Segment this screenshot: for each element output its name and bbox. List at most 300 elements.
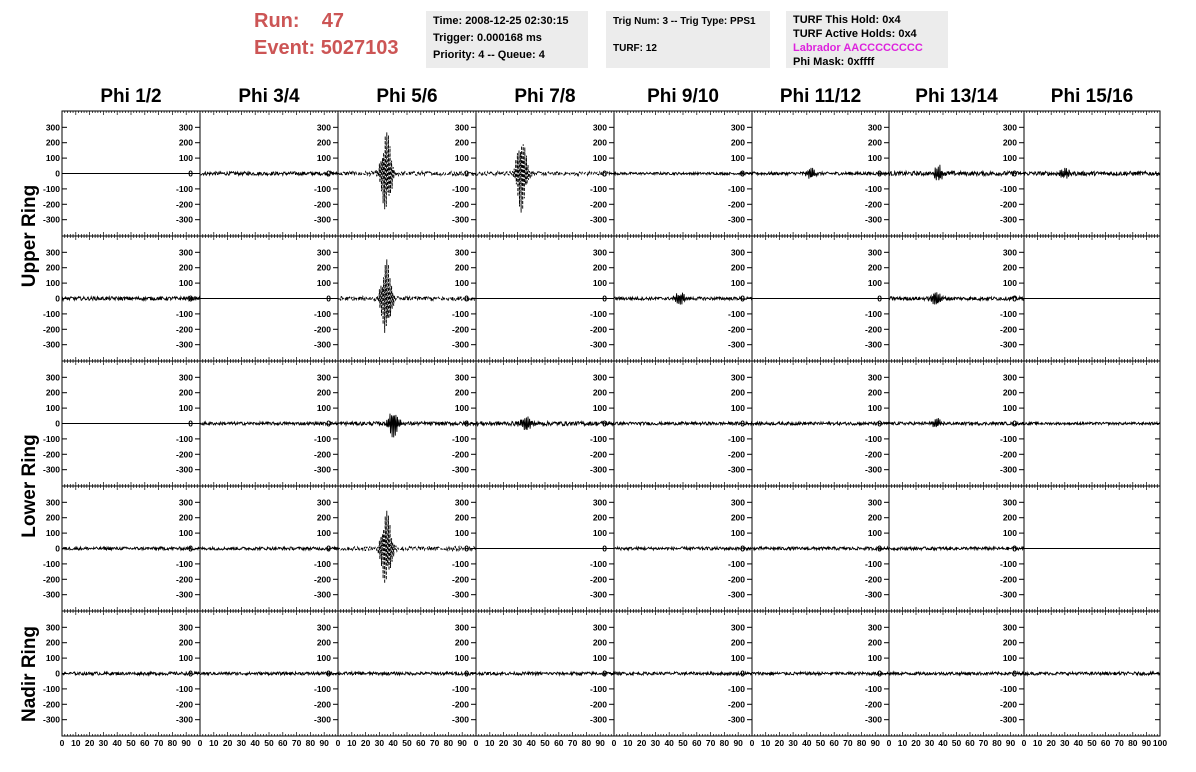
y-tick-label: 200 <box>1002 637 1017 648</box>
waveform-trace <box>889 547 1024 550</box>
y-tick-label: 0 <box>740 418 745 429</box>
phi-mask-text: Phi Mask: 0xffff <box>793 56 875 68</box>
y-tick-label: -300 <box>999 339 1017 350</box>
y-tick-label: 300 <box>1002 247 1017 258</box>
x-tick-label: 70 <box>291 738 302 748</box>
x-tick-label: 30 <box>650 738 661 748</box>
y-tick-label: 0 <box>602 418 607 429</box>
y-tick-label: -100 <box>999 558 1017 569</box>
y-tick-label: -300 <box>42 214 60 225</box>
y-tick-label: 0 <box>188 668 193 679</box>
x-tick-label: 0 <box>749 738 755 748</box>
y-tick-label: 100 <box>1002 528 1017 539</box>
x-tick-label: 0 <box>1021 738 1027 748</box>
waveform-trace <box>752 422 889 425</box>
x-tick-label: 40 <box>1073 738 1084 748</box>
y-tick-label: -300 <box>42 339 60 350</box>
x-tick-label: 20 <box>84 738 95 748</box>
phi-column-label: Phi 9/10 <box>647 86 719 107</box>
y-tick-label: -100 <box>999 433 1017 444</box>
waveform-trace <box>200 172 338 176</box>
x-tick-label: 90 <box>595 738 605 748</box>
y-tick-label: -100 <box>589 558 607 569</box>
y-tick-label: -300 <box>727 714 745 725</box>
y-tick-label: 300 <box>454 122 469 133</box>
y-tick-label: -200 <box>999 199 1017 210</box>
x-tick-label: 90 <box>457 738 467 748</box>
y-tick-label: -100 <box>42 308 60 319</box>
y-tick-label: 200 <box>592 387 607 398</box>
y-tick-label: 200 <box>1002 137 1017 148</box>
x-tick-label: 50 <box>815 738 826 748</box>
y-tick-label: -100 <box>175 433 193 444</box>
y-tick-label: 300 <box>592 622 607 633</box>
y-tick-label: -100 <box>727 433 745 444</box>
y-tick-label: 200 <box>178 512 193 523</box>
run-label: Run: <box>254 10 300 32</box>
y-tick-label: -100 <box>175 558 193 569</box>
x-tick-label: 50 <box>951 738 962 748</box>
ring-row-label: Upper Ring <box>19 184 40 288</box>
waveform-trace <box>200 547 338 550</box>
y-tick-label: 100 <box>178 528 193 539</box>
y-tick-label: -100 <box>451 683 469 694</box>
y-tick-label: 200 <box>178 387 193 398</box>
y-tick-label: 100 <box>454 278 469 289</box>
y-tick-label: 200 <box>730 262 745 273</box>
x-tick-label: 40 <box>112 738 122 748</box>
y-tick-label: 0 <box>877 293 882 304</box>
x-tick-label: 20 <box>360 738 371 748</box>
x-tick-label: 40 <box>802 738 812 748</box>
waveform-trace <box>614 422 752 425</box>
x-tick-label: 70 <box>429 738 440 748</box>
x-tick-label: 0 <box>59 738 65 748</box>
waveform-trace <box>614 172 752 174</box>
y-tick-label: -200 <box>589 324 607 335</box>
y-tick-label: 100 <box>730 278 745 289</box>
y-tick-label: 0 <box>1012 668 1017 679</box>
y-tick-label: 300 <box>45 372 60 383</box>
y-tick-label: -200 <box>175 199 193 210</box>
y-tick-label: -200 <box>42 699 60 710</box>
y-tick-label: 300 <box>592 247 607 258</box>
y-tick-label: -300 <box>589 714 607 725</box>
y-tick-label: 0 <box>464 668 469 679</box>
y-tick-label: 100 <box>454 653 469 664</box>
y-tick-label: 300 <box>730 247 745 258</box>
x-tick-label: 50 <box>264 738 274 748</box>
y-tick-label: 200 <box>592 137 607 148</box>
x-tick-label: 50 <box>126 738 136 748</box>
y-tick-label: 300 <box>867 622 882 633</box>
y-tick-label: -300 <box>864 589 882 600</box>
x-tick-label: 90 <box>870 738 881 748</box>
y-tick-label: -100 <box>999 683 1017 694</box>
y-tick-label: -100 <box>313 433 331 444</box>
y-tick-label: -300 <box>727 464 745 475</box>
x-tick-label: 60 <box>829 738 839 748</box>
waveform-trace <box>889 418 1024 427</box>
y-tick-label: 100 <box>867 153 882 164</box>
phi-column-label: Phi 5/6 <box>376 86 438 107</box>
y-tick-label: 100 <box>592 403 607 414</box>
y-tick-label: -200 <box>864 574 882 585</box>
x-tick-label: 10 <box>623 738 633 748</box>
y-tick-label: 200 <box>592 637 607 648</box>
y-tick-label: 300 <box>1002 497 1017 508</box>
y-tick-label: 200 <box>454 387 469 398</box>
y-tick-label: -100 <box>175 308 193 319</box>
y-tick-label: 100 <box>178 278 193 289</box>
y-tick-label: 0 <box>1012 168 1017 179</box>
waveform-trace <box>62 547 200 550</box>
y-tick-label: 200 <box>178 137 193 148</box>
y-tick-label: 200 <box>1002 262 1017 273</box>
x-tick-label: 80 <box>305 738 316 748</box>
x-tick-label: 90 <box>181 738 191 748</box>
y-tick-label: 300 <box>45 122 60 133</box>
y-tick-label: 100 <box>867 403 882 414</box>
y-tick-label: 200 <box>316 637 331 648</box>
x-tick-label: 10 <box>485 738 495 748</box>
y-tick-label: -300 <box>451 714 469 725</box>
phi-column-label: Phi 11/12 <box>779 86 862 107</box>
y-tick-label: -300 <box>589 589 607 600</box>
y-tick-label: 0 <box>188 418 193 429</box>
waveform-trace <box>1024 168 1160 179</box>
y-tick-label: -200 <box>999 574 1017 585</box>
x-tick-label: 10 <box>71 738 81 748</box>
y-tick-label: -100 <box>451 558 469 569</box>
y-tick-label: 100 <box>316 653 331 664</box>
y-tick-label: 0 <box>877 668 882 679</box>
x-tick-label: 80 <box>992 738 1002 748</box>
y-tick-label: 200 <box>1002 512 1017 523</box>
y-tick-label: 200 <box>730 387 745 398</box>
y-tick-label: -200 <box>451 574 469 585</box>
y-tick-label: -200 <box>589 699 607 710</box>
x-tick-label: 0 <box>335 738 341 748</box>
y-tick-label: 100 <box>867 278 882 289</box>
event-value: 5027103 <box>320 37 399 59</box>
y-tick-label: -300 <box>42 714 60 725</box>
y-tick-label: 0 <box>1012 293 1017 304</box>
y-tick-label: 300 <box>867 372 882 383</box>
x-tick-label: 90 <box>1141 738 1152 748</box>
y-tick-label: 100 <box>1002 153 1017 164</box>
x-tick-label: 40 <box>938 738 948 748</box>
y-tick-label: -300 <box>175 714 193 725</box>
y-tick-label: 300 <box>454 247 469 258</box>
y-tick-label: 300 <box>1002 622 1017 633</box>
y-tick-label: 300 <box>316 122 331 133</box>
waveform-trace <box>889 672 1024 675</box>
y-tick-label: 200 <box>45 262 60 273</box>
waveform-trace <box>62 297 200 301</box>
y-tick-label: 300 <box>867 247 882 258</box>
y-tick-label: -100 <box>727 683 745 694</box>
turf-text: TURF: 12 <box>613 43 657 54</box>
y-tick-label: 200 <box>867 137 882 148</box>
y-tick-label: -100 <box>42 683 60 694</box>
y-tick-label: 0 <box>602 168 607 179</box>
y-tick-label: 300 <box>454 497 469 508</box>
y-tick-label: -100 <box>999 183 1017 194</box>
y-tick-label: 200 <box>730 137 745 148</box>
y-tick-label: -300 <box>42 589 60 600</box>
y-tick-label: 200 <box>867 387 882 398</box>
x-tick-label: 20 <box>498 738 509 748</box>
y-tick-label: -100 <box>313 183 331 194</box>
y-tick-label: 100 <box>45 653 60 664</box>
y-tick-label: 200 <box>592 262 607 273</box>
x-tick-label: 30 <box>374 738 385 748</box>
y-tick-label: 0 <box>877 418 882 429</box>
y-tick-label: 0 <box>188 293 193 304</box>
y-tick-label: -200 <box>864 449 882 460</box>
waveform-trace <box>752 168 889 179</box>
y-tick-label: 300 <box>178 122 193 133</box>
y-tick-label: -300 <box>589 214 607 225</box>
y-tick-label: -300 <box>451 214 469 225</box>
y-tick-label: -200 <box>175 574 193 585</box>
y-tick-label: 0 <box>326 543 331 554</box>
y-tick-label: 100 <box>454 403 469 414</box>
x-tick-label: 80 <box>581 738 592 748</box>
x-tick-label: 30 <box>98 738 109 748</box>
y-tick-label: -300 <box>864 214 882 225</box>
waveform-trace <box>476 417 614 431</box>
y-tick-label: -100 <box>175 183 193 194</box>
y-tick-label: -300 <box>999 589 1017 600</box>
y-tick-label: 0 <box>877 168 882 179</box>
x-tick-label: 10 <box>209 738 219 748</box>
y-tick-label: 200 <box>316 137 331 148</box>
x-tick-label: 10 <box>1032 738 1043 748</box>
y-tick-label: 300 <box>178 497 193 508</box>
y-tick-label: 100 <box>178 653 193 664</box>
y-tick-label: -100 <box>313 558 331 569</box>
x-tick-label: 60 <box>1100 738 1111 748</box>
y-tick-label: -100 <box>589 183 607 194</box>
turf-this-hold-text: TURF This Hold: 0x4 <box>793 14 901 26</box>
y-tick-label: 200 <box>45 512 60 523</box>
x-tick-label: 100 <box>1152 738 1168 748</box>
y-tick-label: 300 <box>730 622 745 633</box>
y-tick-label: 0 <box>326 418 331 429</box>
y-tick-label: 100 <box>316 153 331 164</box>
y-tick-label: -100 <box>175 683 193 694</box>
x-tick-label: 70 <box>567 738 578 748</box>
y-tick-label: 0 <box>464 168 469 179</box>
x-tick-label: 80 <box>719 738 730 748</box>
y-tick-label: 200 <box>45 387 60 398</box>
y-tick-label: -200 <box>727 574 745 585</box>
x-tick-label: 0 <box>473 738 479 748</box>
y-tick-label: -200 <box>451 449 469 460</box>
y-tick-label: -300 <box>589 464 607 475</box>
y-tick-label: 300 <box>730 122 745 133</box>
y-tick-label: 0 <box>464 543 469 554</box>
y-tick-label: 100 <box>454 528 469 539</box>
x-tick-label: 30 <box>236 738 247 748</box>
y-tick-label: -300 <box>175 589 193 600</box>
y-tick-label: -200 <box>864 699 882 710</box>
y-tick-label: -100 <box>864 683 882 694</box>
waveform-trace <box>200 422 338 425</box>
y-tick-label: 200 <box>592 512 607 523</box>
y-tick-label: -100 <box>999 308 1017 319</box>
y-tick-label: -300 <box>864 714 882 725</box>
y-tick-label: 300 <box>867 122 882 133</box>
y-tick-label: 300 <box>178 247 193 258</box>
y-tick-label: 100 <box>730 528 745 539</box>
y-tick-label: -200 <box>42 199 60 210</box>
y-tick-label: -200 <box>313 699 331 710</box>
x-tick-label: 70 <box>1114 738 1124 748</box>
waveform-trace <box>752 547 889 550</box>
waveform-trace <box>1024 672 1160 675</box>
y-tick-label: -300 <box>999 714 1017 725</box>
phi-column-label: Phi 15/16 <box>1050 86 1134 107</box>
y-tick-label: -100 <box>451 433 469 444</box>
y-tick-label: 0 <box>602 668 607 679</box>
y-tick-label: 0 <box>740 543 745 554</box>
y-tick-label: 200 <box>454 637 469 648</box>
waveform-trace <box>62 672 200 675</box>
y-tick-label: 300 <box>316 622 331 633</box>
x-tick-label: 0 <box>611 738 617 748</box>
x-tick-label: 80 <box>1128 738 1138 748</box>
y-tick-label: -200 <box>175 699 193 710</box>
y-tick-label: -300 <box>42 464 60 475</box>
y-tick-label: 0 <box>464 418 469 429</box>
y-tick-label: 300 <box>316 372 331 383</box>
waveform-trace <box>1024 422 1160 424</box>
y-tick-label: 300 <box>178 372 193 383</box>
y-tick-label: 100 <box>45 528 60 539</box>
ring-row-label: Lower Ring <box>19 434 40 538</box>
x-tick-label: 70 <box>705 738 716 748</box>
x-tick-label: 70 <box>843 738 853 748</box>
y-tick-label: -200 <box>864 199 882 210</box>
y-tick-label: -200 <box>313 324 331 335</box>
y-tick-label: 300 <box>45 622 60 633</box>
y-tick-label: 200 <box>45 137 60 148</box>
y-tick-label: 0 <box>55 418 60 429</box>
y-tick-label: -200 <box>175 449 193 460</box>
y-tick-label: -300 <box>313 214 331 225</box>
x-tick-label: 80 <box>856 738 867 748</box>
x-tick-label: 90 <box>733 738 743 748</box>
y-tick-label: 300 <box>316 497 331 508</box>
y-tick-label: -300 <box>864 339 882 350</box>
y-tick-label: -300 <box>175 464 193 475</box>
x-tick-label: 50 <box>402 738 412 748</box>
y-tick-label: 100 <box>1002 403 1017 414</box>
run-value: 47 <box>321 10 345 32</box>
y-tick-label: 100 <box>45 403 60 414</box>
x-tick-label: 50 <box>678 738 688 748</box>
x-tick-label: 40 <box>250 738 260 748</box>
x-tick-label: 0 <box>886 738 892 748</box>
y-tick-label: 100 <box>730 153 745 164</box>
y-tick-label: -200 <box>589 199 607 210</box>
y-tick-label: 200 <box>454 262 469 273</box>
y-tick-label: 300 <box>316 247 331 258</box>
y-tick-label: 300 <box>730 497 745 508</box>
y-tick-label: -100 <box>864 308 882 319</box>
y-tick-label: -300 <box>727 214 745 225</box>
priority-text: Priority: 4 -- Queue: 4 <box>433 49 545 61</box>
x-tick-label: 20 <box>911 738 921 748</box>
y-tick-label: 300 <box>592 372 607 383</box>
y-tick-label: -200 <box>999 699 1017 710</box>
x-tick-label: 50 <box>540 738 550 748</box>
y-tick-label: 200 <box>454 512 469 523</box>
phi-column-label: Phi 3/4 <box>238 86 300 107</box>
y-tick-label: -200 <box>727 199 745 210</box>
y-tick-label: 0 <box>55 168 60 179</box>
y-tick-label: -200 <box>864 324 882 335</box>
x-tick-label: 40 <box>664 738 674 748</box>
y-tick-label: 200 <box>45 637 60 648</box>
x-tick-label: 30 <box>788 738 798 748</box>
y-tick-label: 0 <box>188 543 193 554</box>
y-tick-label: 100 <box>178 153 193 164</box>
y-tick-label: -300 <box>451 339 469 350</box>
y-tick-label: 100 <box>730 403 745 414</box>
waveform-trace <box>752 672 889 675</box>
y-tick-label: -100 <box>589 433 607 444</box>
y-tick-label: 100 <box>867 528 882 539</box>
y-tick-label: 300 <box>592 497 607 508</box>
y-tick-label: 300 <box>454 622 469 633</box>
x-tick-label: 20 <box>636 738 647 748</box>
x-tick-label: 30 <box>512 738 523 748</box>
y-tick-label: -200 <box>451 324 469 335</box>
y-tick-label: -200 <box>999 449 1017 460</box>
x-tick-label: 60 <box>965 738 975 748</box>
x-tick-label: 60 <box>278 738 288 748</box>
y-tick-label: 0 <box>55 543 60 554</box>
y-tick-label: -200 <box>42 574 60 585</box>
x-tick-label: 80 <box>443 738 454 748</box>
y-tick-label: -300 <box>313 714 331 725</box>
y-tick-label: -300 <box>999 214 1017 225</box>
y-tick-label: 300 <box>1002 372 1017 383</box>
y-tick-label: 300 <box>867 497 882 508</box>
y-tick-label: -300 <box>451 589 469 600</box>
waveform-trace <box>614 547 752 550</box>
y-tick-label: -200 <box>727 449 745 460</box>
x-tick-label: 60 <box>140 738 150 748</box>
y-tick-label: 200 <box>867 262 882 273</box>
y-tick-label: 0 <box>602 543 607 554</box>
y-tick-label: -100 <box>589 308 607 319</box>
phi-column-label: Phi 7/8 <box>514 86 576 107</box>
y-tick-label: 100 <box>592 153 607 164</box>
x-tick-label: 60 <box>416 738 426 748</box>
y-tick-label: 0 <box>326 668 331 679</box>
y-tick-label: -300 <box>727 589 745 600</box>
time-text: Time: 2008-12-25 02:30:15 <box>433 15 569 27</box>
y-tick-label: -200 <box>313 199 331 210</box>
phi-column-label: Phi 13/14 <box>915 86 998 107</box>
x-tick-label: 20 <box>222 738 233 748</box>
y-tick-label: -100 <box>864 183 882 194</box>
